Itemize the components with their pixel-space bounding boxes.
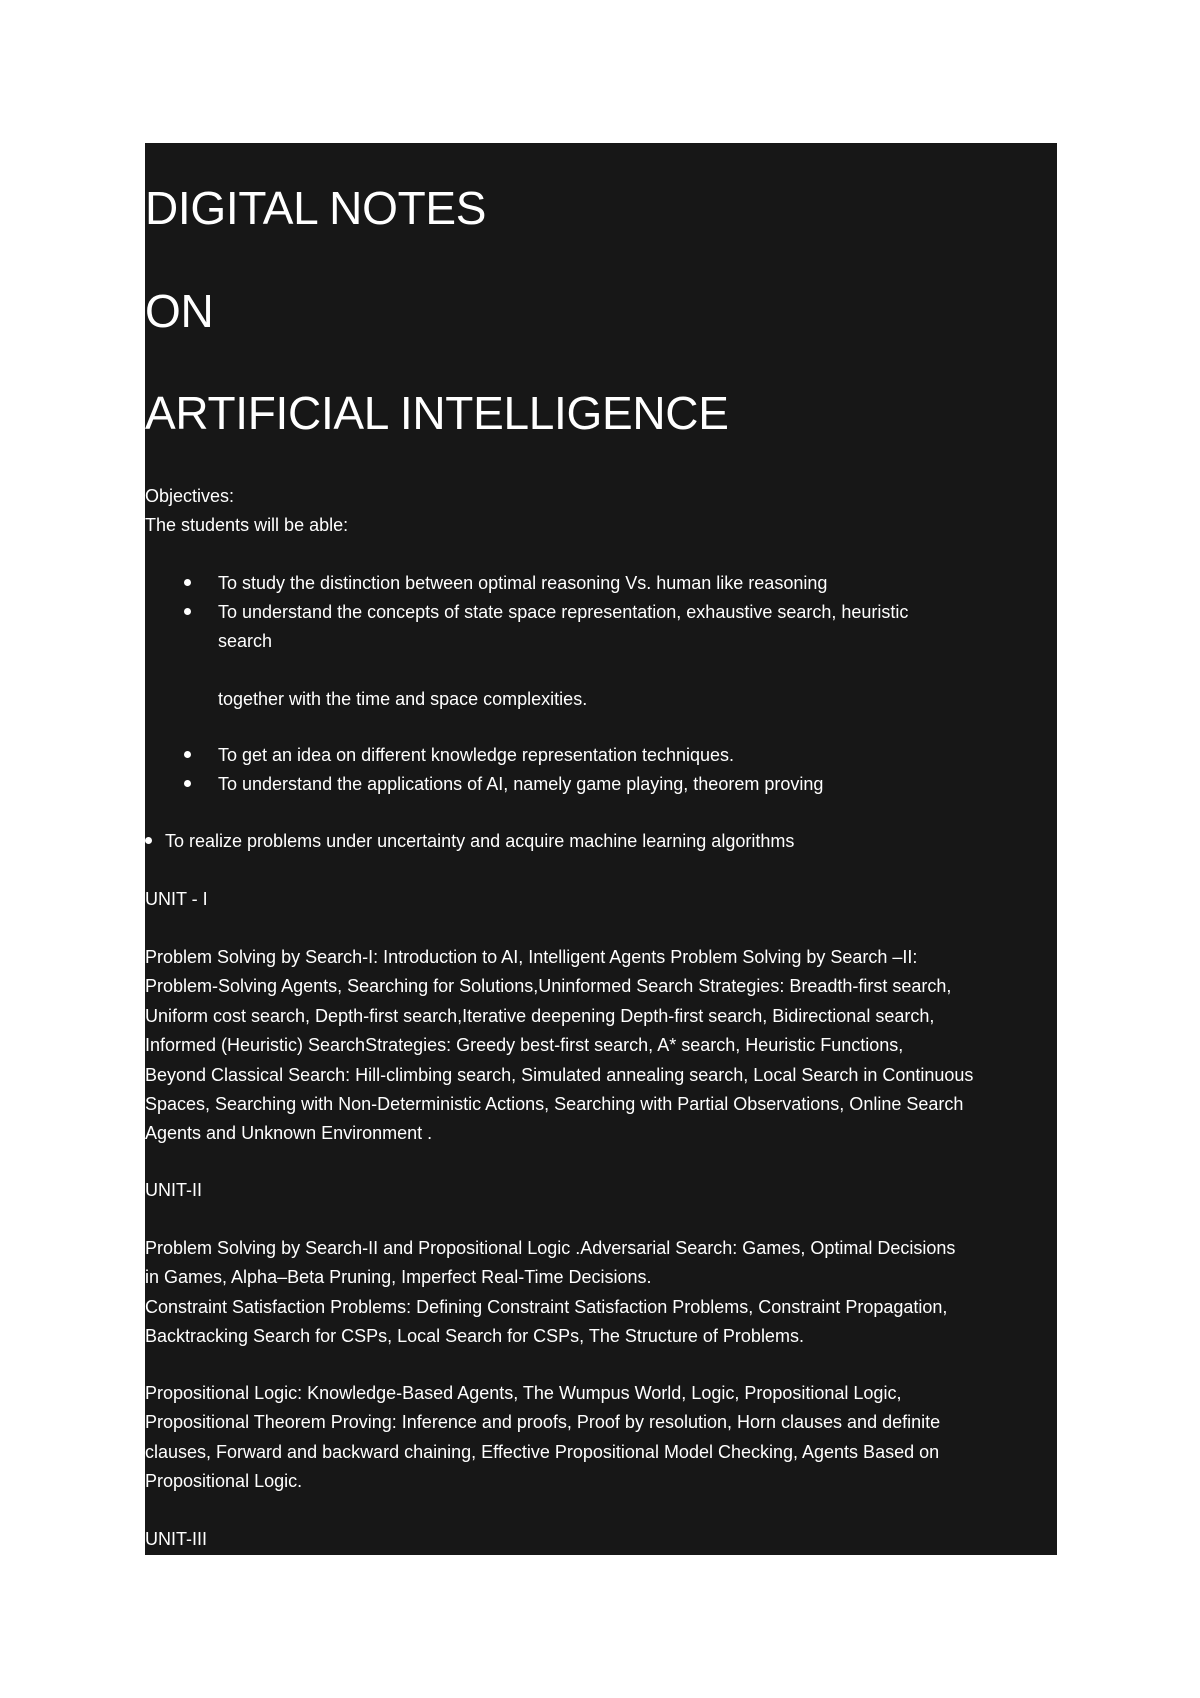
objective-item: To understand the concepts of state space representation, exhaustive search, heuristic	[218, 602, 909, 622]
objective-item: To realize problems under uncertainty and acquire machine learning algorithms	[165, 831, 795, 851]
objectives-heading: Objectives:	[145, 486, 235, 506]
title-digital-notes: DIGITAL NOTES	[145, 182, 487, 234]
objective-item: To understand the applications of AI, namely game playing, theorem proving	[218, 774, 824, 794]
objectives-intro: The students will be able:	[145, 515, 349, 535]
unit-3-heading: UNIT-III	[145, 1529, 207, 1549]
bullet-dot	[184, 579, 191, 586]
document-page	[145, 143, 1057, 1555]
title-on: ON	[145, 285, 214, 337]
bullet-dot	[184, 751, 191, 758]
objective-item: To get an idea on different knowledge representation techniques.	[218, 745, 735, 765]
objective-item: To study the distinction between optimal reasoning Vs. human like reasoning	[218, 573, 828, 593]
unit-2-paragraph: Propositional Logic: Knowledge-Based Agents, The Wumpus World, Logic, Propositional Logic, Propositional Theorem Proving: Inference and proofs, Proof by resolution, Horn clauses and definite clauses, Forward and backward chaining, Effective Propositional Model Checking, Agents Based on Propositional Logic.	[145, 1383, 941, 1492]
unit-2-paragraph: Problem Solving by Search-II and Propositional Logic .Adversarial Search: Games, Optimal Decisions in Games, Alpha–Beta Pruning, Imperfect Real-Time Decisions. Constraint Satisfaction Problems: Defining Constraint Satisfaction Problems, Constraint Propagation, Backtracking Search for CSPs, Local Search for CSPs, The Structure of Problems.	[145, 1238, 956, 1347]
objective-continuation: together with the time and space complexities.	[218, 689, 588, 709]
bullet-dot	[184, 780, 191, 787]
unit-1-heading: UNIT - I	[145, 889, 208, 909]
unit-1-paragraph: Problem Solving by Search-I: Introduction to AI, Intelligent Agents Problem Solving by Search –II: Problem-Solving Agents, Searching for Solutions,Uninformed Search Strategies: Breadth-first search, Uniform cost search, Depth-first search,Iterative deepening Depth-first search, Bidirectional search, Informed (Heuristic) SearchStrategies: Greedy best-first search, A* search, Heuristic Functions, Beyond Classical Search: Hill-climbing search, Simulated annealing search, Local Search in Continuous Spaces, Searching with Non-Deterministic Actions, Searching with Partial Observations, Online Search Agents and Unknown Environment .	[145, 947, 974, 1144]
unit-2-heading: UNIT-II	[145, 1180, 202, 1200]
title-artificial-intelligence: ARTIFICIAL INTELLIGENCE	[145, 387, 729, 439]
objective-item-wrap: search	[218, 631, 273, 651]
bullet-dot	[184, 608, 191, 615]
bullet-dot	[145, 837, 152, 844]
